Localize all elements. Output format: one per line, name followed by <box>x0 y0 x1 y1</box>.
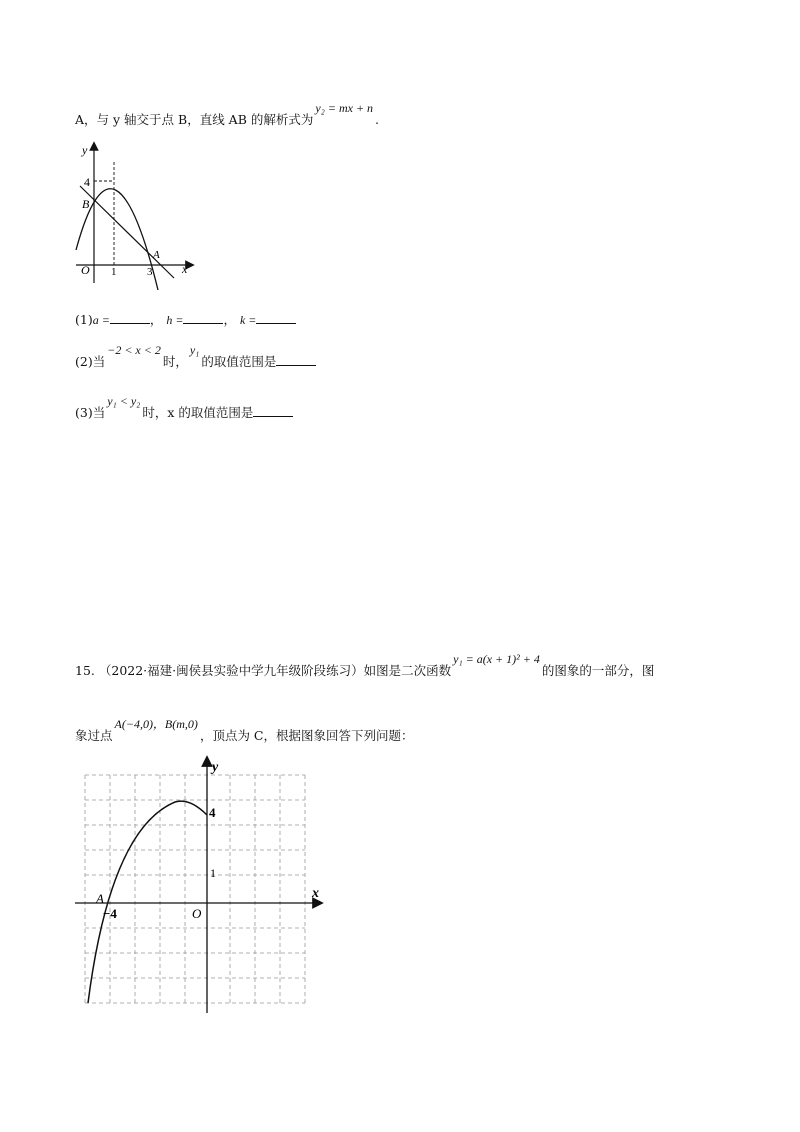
p14-intro-text: A，与 y 轴交于点 B，直线 AB 的解析式为 <box>75 112 314 127</box>
p14-q2-cond: −2 < x < 2 <box>107 343 161 357</box>
p15-line1 <box>75 652 655 679</box>
p15-points: A(−4,0)，B(m,0) <box>114 717 198 731</box>
p14-figure <box>68 140 198 290</box>
p14-q2 <box>75 343 316 370</box>
p15-point-a: A <box>96 891 104 906</box>
p14-q1-h-blank[interactable] <box>183 313 223 324</box>
p14-q3 <box>75 394 293 421</box>
p15-number: 15. <box>75 663 95 678</box>
p15-tick-neg4: −4 <box>103 906 117 921</box>
p14-q1-sep2: ， <box>223 312 236 327</box>
p15-text-after: 的图象的一部分，图 <box>541 663 655 678</box>
p15-figure <box>70 755 330 1020</box>
p14-q3-blank[interactable] <box>253 406 293 417</box>
p14-q1-sep1: ， <box>149 312 163 327</box>
p14-q3-prefix: (3)当 <box>75 405 106 420</box>
p15-y-label: y <box>212 760 219 775</box>
p15-line2-prefix: 象过点 <box>75 728 113 743</box>
p14-q1 <box>75 310 296 328</box>
p14-q2-suffix: 的取值范围是 <box>201 354 277 369</box>
p14-line-formula: y₂ = mx + n <box>315 101 374 115</box>
p15-source: （2022·福建·闽侯县实验中学九年级阶段练习）如图是二次函数 <box>98 663 452 678</box>
p14-origin-label: O <box>81 263 90 277</box>
p14-y-label: y <box>82 143 88 157</box>
p14-q2-blank[interactable] <box>276 355 316 366</box>
p15-origin-label: O <box>192 906 202 921</box>
p14-point-b: B <box>82 197 90 211</box>
p14-x-label: x <box>182 262 188 276</box>
p14-q1-h: h = <box>166 313 184 327</box>
p15-line2-suffix: ，顶点为 C，根据图象回答下列问题： <box>199 728 414 743</box>
p14-q1-a: a = <box>92 313 110 327</box>
p14-q2-prefix: (2)当 <box>75 354 106 369</box>
p14-q2-mid: 时， <box>162 354 188 369</box>
p15-formula: y₁ = a(x + 1)² + 4 <box>453 652 540 666</box>
p14-tick-3: 3 <box>147 266 153 278</box>
p14-q3-cond: y₁ < y₂ <box>107 394 141 408</box>
p14-q3-suffix: 时，x 的取值范围是 <box>142 405 254 420</box>
p14-q2-var: y₁ <box>189 343 200 357</box>
p14-intro-line <box>75 101 380 128</box>
p15-line2 <box>75 717 414 744</box>
p14-tick-4: 4 <box>84 175 90 189</box>
p14-point-a: A <box>153 249 160 261</box>
p14-q1-k: k = <box>239 313 257 327</box>
p14-q1-k-blank[interactable] <box>256 313 296 324</box>
p14-q1-label: (1) <box>75 312 93 327</box>
p15-x-label: x <box>312 886 319 901</box>
p15-grid <box>85 775 305 1003</box>
p15-parabola <box>88 801 207 1003</box>
p15-tick-4: 4 <box>209 805 216 820</box>
p14-intro-end: . <box>375 112 380 127</box>
p15-tick-1: 1 <box>210 866 216 880</box>
p14-q1-a-blank[interactable] <box>110 313 150 324</box>
p14-tick-1: 1 <box>111 266 117 278</box>
